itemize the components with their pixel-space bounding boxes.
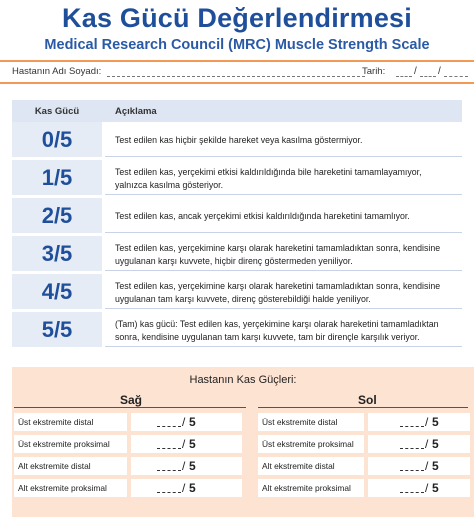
left-side-label: Sol [358, 393, 377, 407]
table-header [12, 100, 462, 122]
date-label: Tarih: [362, 66, 386, 77]
table-row [12, 274, 462, 311]
strength-input[interactable]: / 5 [368, 435, 470, 453]
right-strength-row [14, 413, 242, 431]
strength-input[interactable]: / 5 [368, 457, 470, 475]
table-row [12, 122, 462, 159]
grade-value: 4/5 [12, 274, 102, 309]
extremity-label: Alt ekstremite distal [14, 457, 127, 475]
patient-name-label: Hastanın Adı Soyadı: [12, 66, 102, 77]
right-strength-row [14, 457, 242, 475]
page-title: Kas Gücü Değerlendirmesi [62, 3, 412, 33]
right-strength-row [14, 435, 242, 453]
table-row [12, 312, 462, 349]
extremity-label: Alt ekstremite proksimal [14, 479, 127, 497]
extremity-label: Alt ekstremite proksimal [258, 479, 364, 497]
table-row [12, 198, 462, 235]
page-subtitle: Medical Research Council (MRC) Muscle Strength Scale [44, 37, 430, 53]
right-strength-row [14, 479, 242, 497]
date-separator: / [438, 66, 441, 77]
grade-column-header: Kas Gücü [34, 106, 80, 117]
grade-value: 1/5 [12, 160, 102, 195]
mrc-scale-table [12, 100, 462, 350]
extremity-label: Üst ekstremite distal [258, 413, 364, 431]
grade-description: (Tam) kas gücü: Test edilen kas, yerçekimine karşı olarak hareketini tamamladıktan sonra, kendisine uygulanan tam karşı kuvvete, tam bir dirençle karşılık veriyor. [105, 312, 462, 347]
grade-description: Test edilen kas, ancak yerçekimi etkisi kaldırıldığında hareketini tamamlıyor. [105, 198, 462, 233]
grade-value: 3/5 [12, 236, 102, 271]
strength-input[interactable]: / 5 [131, 479, 242, 497]
date-separator: / [414, 66, 417, 77]
grade-description: Test edilen kas, yerçekimine karşı olarak hareketini tamamladıktan sonra, kendisine uygulanan karşı kuvvete, hiçbir direnç göstermeden yeniliyor. [105, 236, 462, 271]
date-field[interactable] [396, 66, 462, 78]
strength-input[interactable]: / 5 [368, 413, 470, 431]
divider [0, 60, 474, 62]
extremity-label: Üst ekstremite proksimal [14, 435, 127, 453]
left-strength-row [258, 435, 470, 453]
left-strength-row [258, 479, 470, 497]
grade-value: 2/5 [12, 198, 102, 233]
strength-input[interactable]: / 5 [131, 413, 242, 431]
left-strength-row [258, 457, 470, 475]
table-row [12, 236, 462, 273]
description-column-header: Açıklama [115, 106, 157, 117]
right-side-label: Sağ [120, 393, 143, 407]
strength-input[interactable]: / 5 [368, 479, 470, 497]
strength-input[interactable]: / 5 [131, 457, 242, 475]
grade-description: Test edilen kas hiçbir şekilde hareket veya kasılma göstermiyor. [105, 122, 462, 157]
extremity-label: Üst ekstremite proksimal [258, 435, 364, 453]
left-strength-row [258, 413, 470, 431]
divider [0, 82, 474, 84]
patient-name-field[interactable] [107, 76, 365, 77]
patient-info-row [12, 64, 474, 80]
grade-value: 0/5 [12, 122, 102, 157]
divider [14, 407, 246, 408]
table-row [12, 160, 462, 197]
grade-description: Test edilen kas, yerçekimi etkisi kaldırıldığında bile hareketini tamamlayamıyor, yalnızca kasılma gösteriyor. [105, 160, 462, 195]
grade-value: 5/5 [12, 312, 102, 347]
extremity-label: Üst ekstremite distal [14, 413, 127, 431]
extremity-label: Alt ekstremite distal [258, 457, 364, 475]
divider [258, 407, 468, 408]
grade-description: Test edilen kas, yerçekimine karşı olarak hareketini tamamladıktan sonra, kendisine uygulanan tam karşı kuvvete, direnç gösterebildiği halde yeniliyor. [105, 274, 462, 309]
strength-input[interactable]: / 5 [131, 435, 242, 453]
strength-section-title: Hastanın Kas Güçleri: [189, 374, 297, 386]
patient-strength-section [12, 367, 474, 517]
